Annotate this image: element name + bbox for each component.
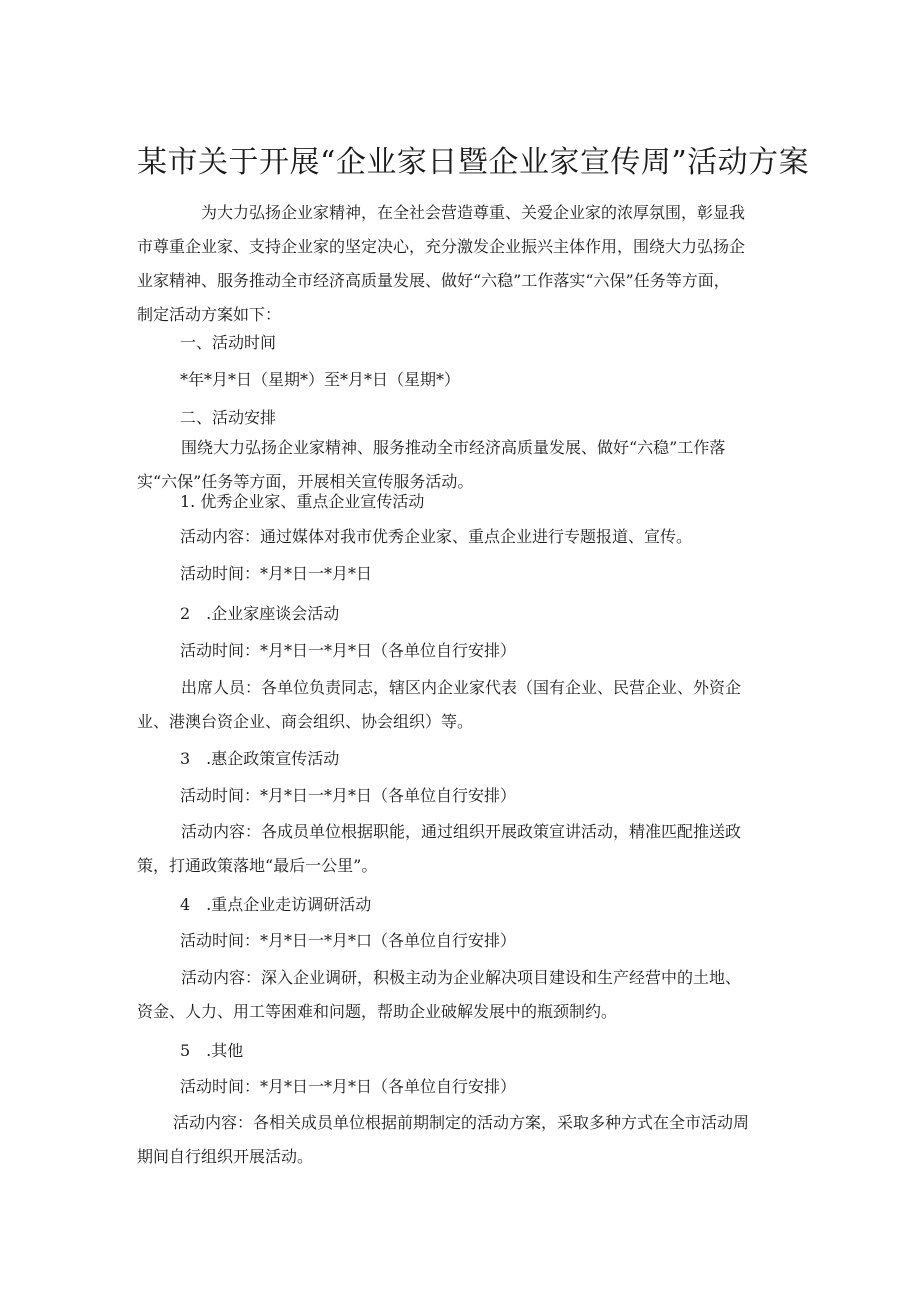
- section-1-heading: 一、活动时间: [180, 333, 277, 352]
- item-4-time: 活动时间：*月*日一*月*口（各单位自行安排）: [180, 931, 517, 950]
- item-2-attendees: [137, 671, 785, 739]
- item-2-heading: 2 .企业家座谈会活动: [180, 604, 340, 623]
- item-5-content-line: 活动内容：各相关成员单位根据前期制定的活动方案，采取多种方式在全市活动周: [173, 1113, 750, 1132]
- item-5-time: 活动时间：*月*日一*月*日（各单位自行安排）: [180, 1077, 517, 1096]
- section-2-heading: 二、活动安排: [180, 408, 277, 427]
- intro-paragraph: [137, 196, 785, 332]
- item-2-time: 活动时间：*月*日一*月*日（各单位自行安排）: [180, 641, 517, 660]
- intro-line: 业家精神、服务推动全市经济高质量发展、做好“六稳”工作落实“六保”任务等方面，: [137, 271, 730, 290]
- section-2-intro-line: 围绕大力弘扬企业家精神、服务推动全市经济高质量发展、做好“六稳”工作落: [181, 438, 726, 457]
- intro-line: 市尊重企业家、支持企业家的坚定决心，充分激发企业振兴主体作用，围绕大力弘扬企: [137, 237, 746, 256]
- item-1-content: 活动内容：通过媒体对我市优秀企业家、重点企业进行专题报道、宣传。: [180, 527, 693, 546]
- item-5-content: [137, 1106, 785, 1174]
- item-2-attendees-line: 出席人员：各单位负责同志，辖区内企业家代表（国有企业、民营企业、外资企: [181, 678, 742, 697]
- section-1-body: *年*月*日（星期*）至*月*日（星期*）: [180, 370, 461, 389]
- item-4-content: [137, 961, 785, 1029]
- document-title: 某市关于开展“企业家日暨企业家宣传周”活动方案: [137, 145, 810, 180]
- item-3-heading: 3 .惠企政策宣传活动: [180, 749, 340, 768]
- item-3-time: 活动时间：*月*日一*月*日（各单位自行安排）: [180, 786, 517, 805]
- item-4-heading: 4 .重点企业走访调研活动: [180, 895, 372, 914]
- item-3-content: [137, 815, 785, 883]
- intro-line: 为大力弘扬企业家精神，在全社会营造尊重、关爱企业家的浓厚氛围，彰显我: [201, 203, 746, 222]
- intro-line: 制定活动方案如下：: [137, 305, 282, 324]
- item-2-attendees-line: 业、港澳台资企业、商会组织、协会组织）等。: [137, 712, 474, 731]
- item-4-content-line: 活动内容：深入企业调研，积极主动为企业解决项目建设和生产经营中的土地、: [181, 968, 742, 987]
- item-5-content-line: 期间自行组织开展活动。: [137, 1147, 314, 1166]
- section-2-intro-line: 实“六保”任务等方面，开展相关宣传服务活动。: [137, 472, 474, 491]
- item-1-heading: 1. 优秀企业家、重点企业宣传活动: [180, 492, 425, 511]
- item-3-content-line: 活动内容：各成员单位根据职能，通过组织开展政策宣讲活动，精准匹配推送政: [181, 822, 742, 841]
- item-4-content-line: 资金、人力、用工等困难和问题，帮助企业破解发展中的瓶颈制约。: [137, 1002, 618, 1021]
- item-5-heading: 5 .其他: [180, 1041, 244, 1060]
- item-3-content-line: 策，打通政策落地“最后一公里”。: [137, 856, 378, 875]
- item-1-time: 活动时间：*月*日一*月*日: [180, 564, 373, 583]
